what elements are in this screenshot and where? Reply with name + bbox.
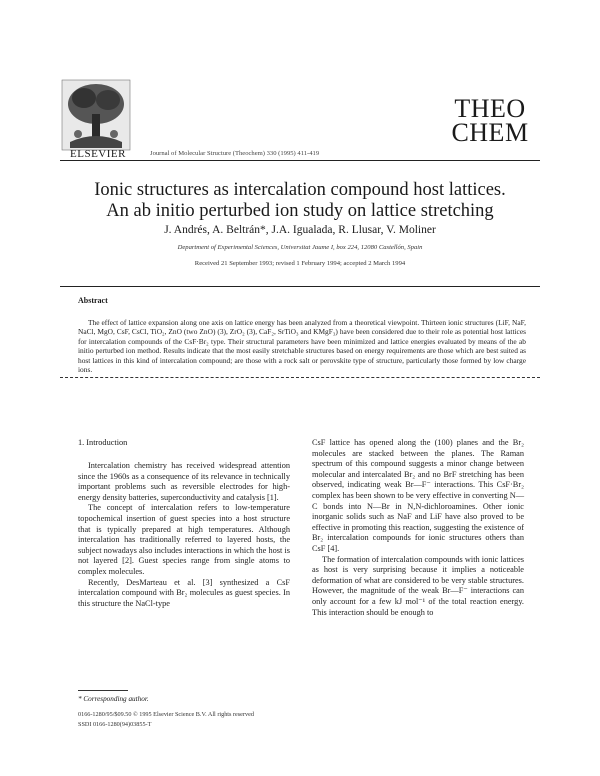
abstract-bottom-rule xyxy=(60,377,540,378)
affiliation: Department of Experimental Sciences, Universitat Jaume I, box 224, 12080 Castellón, Spain xyxy=(177,244,423,251)
issn-line-2: SSDI 0166-1280(94)03855-T xyxy=(78,721,152,728)
section-heading-introduction: 1. Introduction xyxy=(78,438,128,447)
paragraph: CsF lattice has opened along the (100) planes and the Br₂ molecules are stacked between the planes. The Raman spectrum of this compound suggests a minor change between molecular and intercalated Br₂ and no BrF stretching has been observed, indicating weak Br—F⁻ interactions. This CsF·Br₂ complex has been shown to be very effective in converting N—C bonds into N—Br in N,N-dichloroamines. Other ionic inorganic solids such as NaF and LiF have also proved to be effective in promoting this reaction, suggesting the existence of Br₂ intercalation compounds for ionic structures others than CsF [4]. xyxy=(312,438,524,553)
journal-citation: Journal of Molecular Structure (Theochem) 330 (1995) 411-419 xyxy=(150,150,320,157)
header-rule xyxy=(60,160,540,161)
brand-line-1: THEO xyxy=(454,94,526,123)
journal-brand xyxy=(440,94,540,147)
footnote-rule xyxy=(78,690,128,691)
title-line-2: An ab initio perturbed ion study on lattice stretching xyxy=(106,201,494,221)
left-column xyxy=(78,461,290,609)
issn-line-1: 0166-1280/95/$09.50 © 1995 Elsevier Science B.V. All rights reserved xyxy=(78,711,254,718)
paragraph: Recently, DesMarteau et al. [3] synthesized a CsF intercalation compound with Br₂ molecules as guest species. In this structure the NaCl-type xyxy=(78,577,290,608)
article-title xyxy=(60,180,540,222)
corresponding-author-note: * Corresponding author. xyxy=(78,695,149,703)
elsevier-tree-logo xyxy=(60,78,132,156)
paragraph: Intercalation chemistry has received widespread attention since the 1960s as a consequence of its relevance in technically important problems such as reversible electrodes for high-energy density batteries, superconductivity and catalysis [1]. xyxy=(78,461,290,502)
title-line-1: Ionic structures as intercalation compound host lattices. xyxy=(94,180,506,200)
abstract-top-rule xyxy=(60,286,540,287)
paragraph: The formation of intercalation compounds with ionic lattices as host is very surprising because it implies a noticeable deformation of what are considered to be very stable structures. However, the magnitude of the weak Br—F⁻ interactions can only account for a few kJ mol⁻¹ of the total reaction energy. This interaction should be enough to xyxy=(312,554,524,617)
abstract-text: The effect of lattice expansion along one axis on lattice energy has been analyzed from a theoretical viewpoint. Thirteen ionic structures (LiF, NaF, NaCl, MgO, CsF, CsCl, TiO₂, ZnO (two ZnO) (3), ZrO₂ (3), CaF₂, SrTiO₃ and KMgF₃) have been considered due to their role as potential host lattices for intercalation compounds of the CsF·Br₂ type. Their structural parameters have been minimized and lattice energies evaluated by means of the ab initio perturbed ion method. Results indicate that the most easily stretchable structures based on energy requirements are those which are best suited as host lattices in this kind of intercalation compound; are those with a rock salt or perovskite type of structure, particularly those formed by low charge ions. xyxy=(78,318,526,375)
abstract-heading: Abstract xyxy=(78,296,108,305)
author-list: J. Andrés, A. Beltrán*, J.A. Igualada, R. Llusar, V. Moliner xyxy=(164,224,436,236)
brand-line-2: CHEM xyxy=(451,118,529,147)
right-column xyxy=(312,438,524,618)
received-dates: Received 21 September 1993; revised 1 February 1994; accepted 2 March 1994 xyxy=(194,260,406,267)
copyright-issn xyxy=(78,710,298,730)
publisher-name: ELSEVIER xyxy=(70,148,126,160)
paragraph: The concept of intercalation refers to low-temperature topochemical insertion of guest species into a host structure that is typically prepared at high temperatures. Although intercalation has traditionally referred to layered hosts, the subject nowadays also includes interactions in which the host is not layered [2]. Guest species range from single atoms to complex molecules. xyxy=(78,503,290,576)
